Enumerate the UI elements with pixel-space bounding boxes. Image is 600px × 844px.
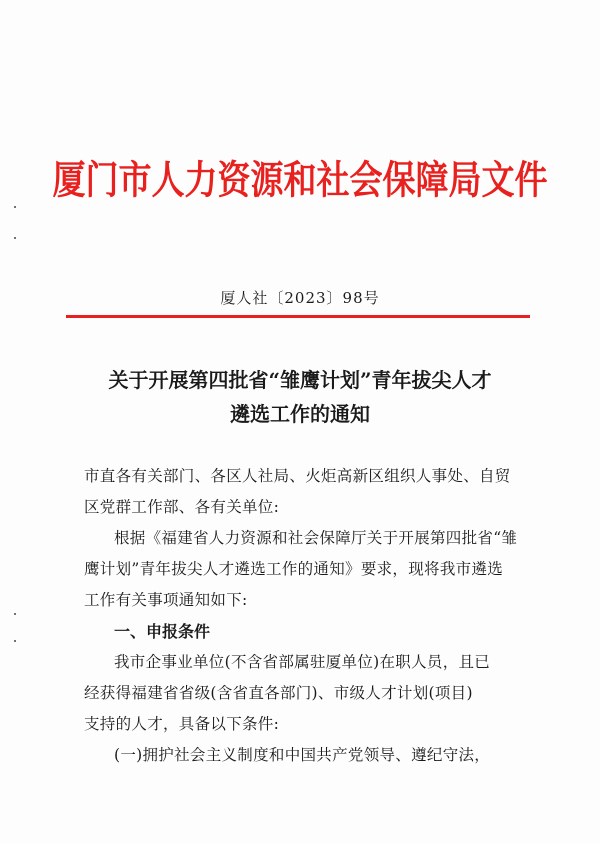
- recipients-line-1: 市直各有关部门、各区人社局、火炬高新区组织人事处、自贸: [84, 467, 511, 485]
- paragraph-1-line-1: 我市企事业单位(不含省部属驻厦单位)在职人员，且已: [114, 653, 491, 671]
- paragraph-1-line-2: 经获得福建省省级(含省直各部门)、市级人才计划(项目): [84, 684, 473, 702]
- notice-title-line-1: 关于开展第四批省“雏鹰计划”青年拔尖人才: [108, 368, 492, 392]
- scan-margin-mark: [14, 206, 16, 208]
- scan-margin-mark: [14, 237, 16, 239]
- scan-margin-mark: [14, 640, 16, 642]
- section-heading-application-conditions: 一、申报条件: [114, 622, 211, 641]
- recipients-line-2: 区党群工作部、各有关单位:: [84, 498, 280, 516]
- item-1-line-1: (一)拥护社会主义制度和中国共产党领导、遵纪守法，: [114, 746, 491, 764]
- paragraph-1-line-3: 支持的人才，具备以下条件:: [84, 715, 280, 733]
- red-divider-rule: [66, 315, 530, 318]
- issuer-header-title: 厦门市人力资源和社会保障局文件: [52, 157, 548, 204]
- scan-margin-mark: [14, 613, 16, 615]
- intro-line-3: 工作有关事项通知如下:: [84, 591, 248, 609]
- intro-line-2: 鹰计划”青年拔尖人才遴选工作的通知》要求，现将我市遴选: [84, 560, 504, 578]
- notice-title-line-2: 遴选工作的通知: [230, 402, 370, 426]
- document-number: 厦人社〔2023〕98号: [220, 289, 380, 307]
- intro-line-1: 根据《福建省人力资源和社会保障厅关于开展第四批省“雏: [114, 529, 518, 547]
